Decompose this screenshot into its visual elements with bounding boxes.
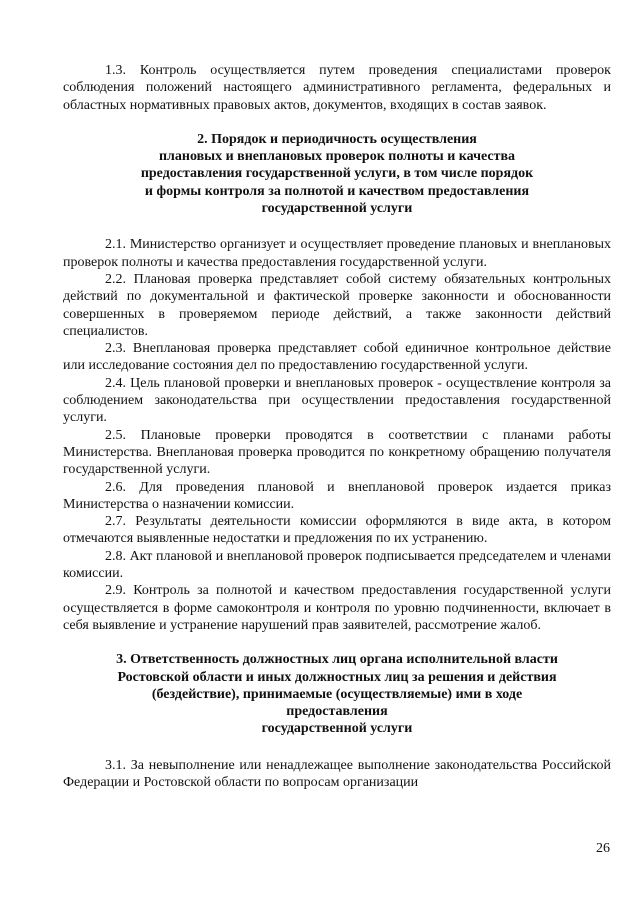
paragraph-2-4: 2.4. Цель плановой проверки и внеплановых проверок - осуществление контроля за соблюдением законодательства при осуществлении предоставления государственной услуги.	[63, 375, 611, 426]
paragraph-2-1: 2.1. Министерство организует и осуществляет проведение плановых и внеплановых проверок полноты и качества предоставления государственной услуги.	[63, 237, 611, 270]
paragraph-2-2: 2.2. Плановая проверка представляет собой систему обязательных контрольных действий по документальной и фактической проверке законности и обоснованности совершенных в проверяемом периоде действий, а также законности действий специалистов.	[63, 271, 611, 339]
paragraph-2-8: 2.8. Акт плановой и внеплановой проверок подписывается председателем и членами комиссии.	[63, 548, 611, 582]
paragraph-2-7: 2.7. Результаты деятельности комиссии оформляются в виде акта, в котором отмечаются выявленные недостатки и предложения по их устранению.	[63, 514, 611, 547]
paragraph-2-3: 2.3. Внеплановая проверка представляет собой единичное контрольное действие или исследование состояния дел по предоставлению государственной услуги.	[63, 341, 611, 374]
page-content	[63, 62, 611, 791]
section-3-heading	[63, 651, 611, 737]
heading-line: плановых и внеплановых проверок полноты и качества	[158, 149, 515, 165]
heading-line: (бездействие), принимаемые (осуществляемые) ими в ходе предоставления	[151, 686, 523, 720]
paragraph-3-1: 3.1. За невыполнение или ненадлежащее выполнение законодательства Российской Федерации и Ростовской области по вопросам организации	[63, 757, 611, 790]
section-2-heading	[63, 131, 611, 217]
paragraph-1-3: 1.3. Контроль осуществляется путем проведения специалистами проверок соблюдения положений настоящего административного регламента, федеральных и областных нормативных правовых актов, документов, входящих в состав заявок.	[63, 63, 611, 113]
heading-line: предоставления государственной услуги, в том числе порядок	[140, 166, 534, 182]
heading-line: государственной услуги	[261, 201, 413, 217]
paragraph-2-6: 2.6. Для проведения плановой и внеплановой проверок издается приказ Министерства о назначении комиссии.	[63, 479, 611, 512]
paragraph-2-9: 2.9. Контроль за полнотой и качеством предоставления государственной услуги осуществляется в форме самоконтроля и контроля по уровню подчиненности, включает в себя выявление и устранение нарушений прав заявителей, рассмотрение жалоб.	[63, 583, 611, 633]
heading-line: государственной услуги	[261, 721, 413, 737]
paragraph-2-5: 2.5. Плановые проверки проводятся в соответствии с планами работы Министерства. Внеплановая проверка проводится по конкретному обращению получателя государственной услуги.	[63, 427, 611, 478]
heading-line: 3. Ответственность должностных лиц органа исполнительной власти	[116, 652, 558, 668]
heading-line: Ростовской области и иных должностных лиц за решения и действия	[117, 669, 557, 685]
page-number: 26	[596, 841, 610, 856]
heading-line: 2. Порядок и периодичность осуществления	[197, 131, 477, 147]
heading-line: и формы контроля за полнотой и качеством предоставления	[144, 183, 530, 199]
